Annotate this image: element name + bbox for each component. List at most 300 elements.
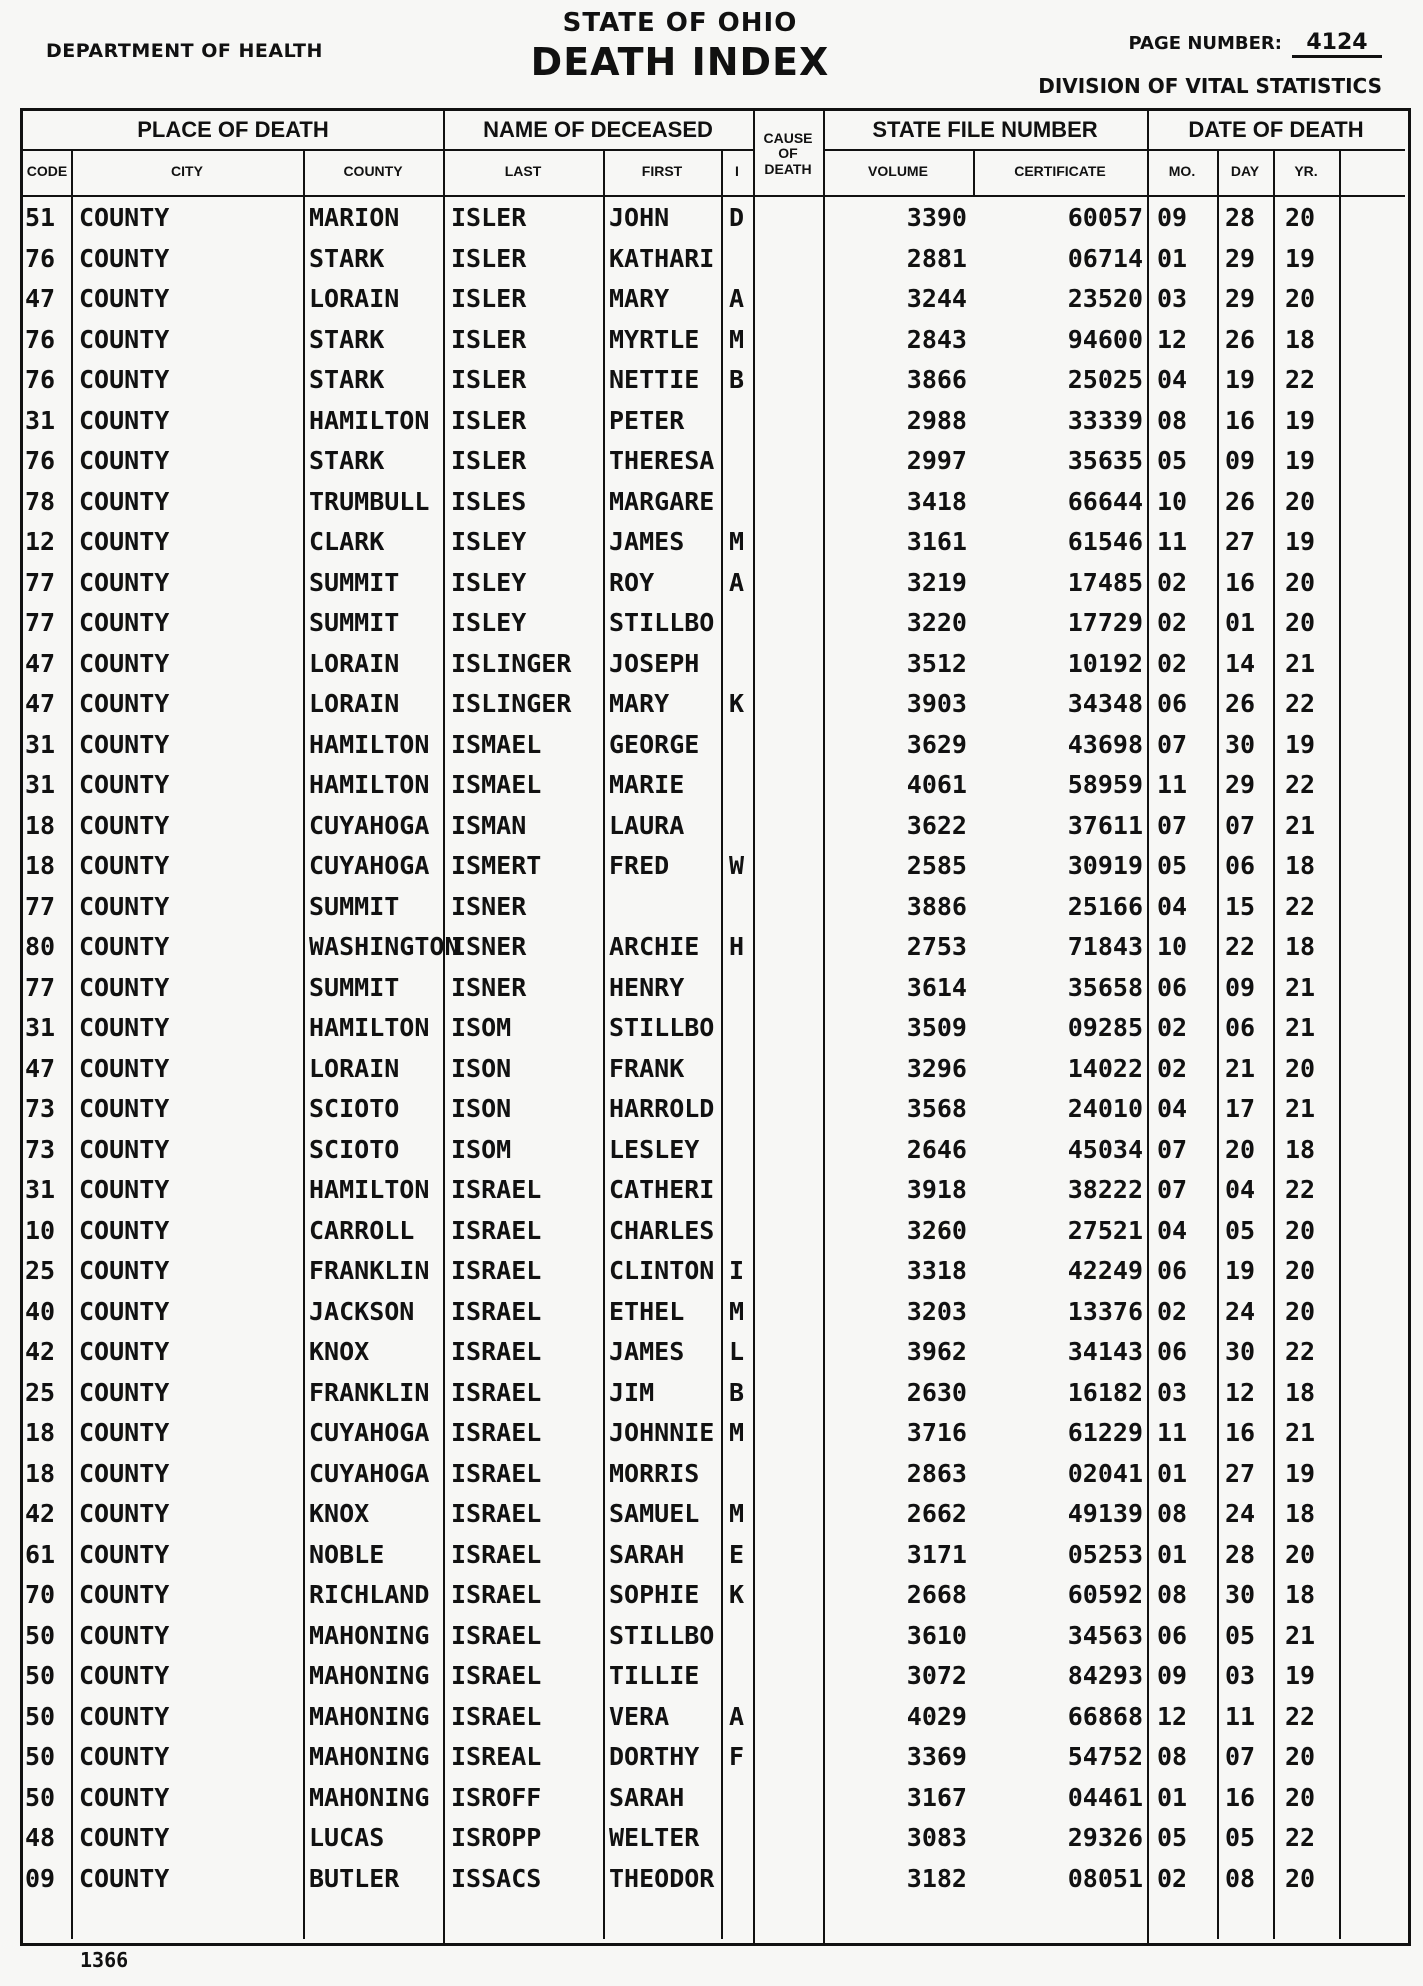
cell-volume: 3886 bbox=[906, 891, 967, 921]
cell-first: ARCHIE bbox=[609, 932, 700, 961]
cell-first: MORRIS bbox=[609, 1458, 700, 1488]
table-row bbox=[23, 887, 1408, 927]
cell-day: 09 bbox=[1225, 446, 1256, 475]
cell-yr: 21 bbox=[1285, 1418, 1316, 1447]
cell-volume: 2881 bbox=[906, 243, 967, 273]
cell-day: 19 bbox=[1225, 365, 1256, 394]
cell-day: 16 bbox=[1225, 1418, 1256, 1447]
cell-yr: 20 bbox=[1285, 1053, 1316, 1083]
divider bbox=[721, 149, 723, 1939]
cell-day: 07 bbox=[1225, 810, 1256, 840]
cell-county: LORAIN bbox=[309, 689, 400, 718]
cell-yr: 20 bbox=[1285, 1742, 1316, 1771]
cell-volume: 3220 bbox=[906, 608, 967, 637]
cell-mo: 07 bbox=[1157, 729, 1188, 759]
cell-last: ISLES bbox=[451, 486, 527, 516]
cell-yr: 19 bbox=[1285, 1458, 1316, 1488]
cell-last: ISLER bbox=[451, 405, 527, 435]
cell-volume: 2863 bbox=[906, 1458, 967, 1488]
table-row bbox=[23, 1008, 1408, 1048]
table-row bbox=[23, 401, 1408, 441]
cell-day: 06 bbox=[1225, 1013, 1256, 1042]
cell-last: ISROPP bbox=[451, 1823, 542, 1852]
cell-certificate: 13376 bbox=[1067, 1296, 1143, 1326]
index-table bbox=[20, 108, 1411, 1946]
cell-first: SOPHIE bbox=[609, 1580, 700, 1609]
cell-code: 12 bbox=[25, 527, 56, 556]
cell-mo: 02 bbox=[1157, 648, 1188, 678]
year-header: YR. bbox=[1294, 163, 1318, 179]
cell-volume: 2753 bbox=[906, 932, 967, 961]
page-number-value: 4124 bbox=[1292, 30, 1382, 58]
table-row bbox=[23, 279, 1408, 319]
cell-certificate: 37611 bbox=[1067, 810, 1143, 840]
cell-first: ETHEL bbox=[609, 1296, 685, 1326]
cell-city: COUNTY bbox=[79, 1053, 170, 1083]
cell-city: COUNTY bbox=[79, 243, 170, 273]
cell-day: 29 bbox=[1225, 243, 1256, 273]
cell-yr: 20 bbox=[1285, 1256, 1316, 1285]
cell-county: SCIOTO bbox=[309, 1094, 400, 1123]
cell-code: 50 bbox=[25, 1620, 56, 1650]
cell-yr: 22 bbox=[1285, 365, 1316, 394]
cell-certificate: 45034 bbox=[1067, 1134, 1143, 1164]
cell-mo: 03 bbox=[1157, 1377, 1188, 1407]
cell-day: 21 bbox=[1225, 1053, 1256, 1083]
cell-yr: 19 bbox=[1285, 446, 1316, 475]
cell-first: SAMUEL bbox=[609, 1499, 700, 1528]
cell-day: 06 bbox=[1225, 851, 1256, 880]
cell-volume: 2662 bbox=[906, 1499, 967, 1528]
cell-county: STARK bbox=[309, 446, 385, 475]
cell-mo: 08 bbox=[1157, 405, 1188, 435]
table-row bbox=[23, 968, 1408, 1008]
cell-volume: 3568 bbox=[906, 1094, 967, 1123]
cell-first: NETTIE bbox=[609, 365, 700, 394]
name-of-deceased-header: NAME OF DECEASED bbox=[483, 117, 713, 142]
cell-certificate: 60057 bbox=[1067, 203, 1143, 232]
last-name-header: LAST bbox=[504, 163, 542, 179]
cell-mo: 05 bbox=[1157, 1823, 1188, 1852]
cell-city: COUNTY bbox=[79, 1620, 170, 1650]
cell-code: 80 bbox=[25, 932, 56, 961]
cell-yr: 22 bbox=[1285, 1823, 1316, 1852]
cell-city: COUNTY bbox=[79, 810, 170, 840]
cell-last: ISRAEL bbox=[451, 1296, 542, 1326]
table-row bbox=[23, 1130, 1408, 1170]
cell-mo: 09 bbox=[1157, 203, 1188, 232]
cell-code: 42 bbox=[25, 1499, 56, 1528]
cell-city: COUNTY bbox=[79, 1256, 170, 1285]
cell-last: ISON bbox=[451, 1053, 512, 1083]
cell-county: KNOX bbox=[309, 1499, 370, 1528]
divider bbox=[443, 111, 445, 1943]
cell-mo: 01 bbox=[1157, 1458, 1188, 1488]
cell-day: 28 bbox=[1225, 1539, 1256, 1569]
cell-volume: 3167 bbox=[906, 1782, 967, 1812]
cell-yr: 20 bbox=[1285, 1296, 1316, 1326]
cell-certificate: 17729 bbox=[1067, 608, 1143, 637]
cell-yr: 20 bbox=[1285, 1782, 1316, 1812]
cell-first: LESLEY bbox=[609, 1134, 700, 1164]
cell-i: A bbox=[729, 284, 745, 313]
cell-first: PETER bbox=[609, 405, 685, 435]
cell-city: COUNTY bbox=[79, 1094, 170, 1123]
state-file-number-header: STATE FILE NUMBER bbox=[872, 117, 1098, 142]
cell-last: ISNER bbox=[451, 891, 527, 921]
cell-certificate: 16182 bbox=[1067, 1377, 1143, 1407]
cell-first: THERESA bbox=[609, 446, 715, 475]
cell-code: 77 bbox=[25, 972, 56, 1002]
cell-mo: 08 bbox=[1157, 1499, 1188, 1528]
cell-city: COUNTY bbox=[79, 770, 170, 799]
table-row bbox=[23, 1332, 1408, 1372]
cell-yr: 22 bbox=[1285, 1337, 1316, 1366]
cell-certificate: 34563 bbox=[1067, 1620, 1143, 1650]
cell-county: KNOX bbox=[309, 1337, 370, 1366]
cell-last: ISMERT bbox=[451, 851, 542, 880]
cell-last: ISMAN bbox=[451, 810, 527, 840]
cell-volume: 3244 bbox=[906, 284, 967, 313]
cell-mo: 05 bbox=[1157, 446, 1188, 475]
cell-yr: 20 bbox=[1285, 284, 1316, 313]
cell-mo: 06 bbox=[1157, 689, 1188, 718]
cell-city: COUNTY bbox=[79, 1863, 170, 1893]
cell-county: CUYAHOGA bbox=[309, 1458, 430, 1488]
cause-of-death-header: CAUSE OF DEATH bbox=[763, 130, 813, 177]
cell-volume: 3509 bbox=[906, 1013, 967, 1042]
cell-code: 47 bbox=[25, 648, 56, 678]
header-rule bbox=[23, 149, 443, 151]
divider bbox=[753, 111, 755, 1943]
cell-first: LAURA bbox=[609, 810, 685, 840]
cell-certificate: 27521 bbox=[1067, 1215, 1143, 1245]
cell-volume: 3260 bbox=[906, 1215, 967, 1245]
cell-volume: 2988 bbox=[906, 405, 967, 435]
cell-code: 10 bbox=[25, 1215, 56, 1245]
cell-i: I bbox=[729, 1256, 745, 1285]
cell-yr: 18 bbox=[1285, 324, 1316, 354]
cell-volume: 3182 bbox=[906, 1863, 967, 1893]
cell-certificate: 34348 bbox=[1067, 689, 1143, 718]
divider bbox=[303, 149, 305, 1939]
cell-code: 50 bbox=[25, 1782, 56, 1812]
cell-code: 77 bbox=[25, 567, 56, 597]
divider bbox=[1217, 149, 1219, 1939]
cell-first: GEORGE bbox=[609, 729, 700, 759]
cell-county: SUMMIT bbox=[309, 891, 400, 921]
cell-county: MAHONING bbox=[309, 1782, 430, 1812]
cell-city: COUNTY bbox=[79, 324, 170, 354]
cell-code: 50 bbox=[25, 1701, 56, 1731]
cell-city: COUNTY bbox=[79, 972, 170, 1002]
cell-last: ISMAEL bbox=[451, 729, 542, 759]
header-center bbox=[500, 8, 860, 84]
cell-volume: 2585 bbox=[906, 851, 967, 880]
cell-yr: 21 bbox=[1285, 972, 1316, 1002]
table-row bbox=[23, 360, 1408, 400]
cell-last: ISRAEL bbox=[451, 1418, 542, 1447]
cell-certificate: 06714 bbox=[1067, 243, 1143, 273]
cell-day: 30 bbox=[1225, 729, 1256, 759]
cell-i: M bbox=[729, 324, 745, 354]
cell-certificate: 61229 bbox=[1067, 1418, 1143, 1447]
cell-code: 40 bbox=[25, 1296, 56, 1326]
cell-mo: 06 bbox=[1157, 1256, 1188, 1285]
table-row bbox=[23, 1170, 1408, 1210]
cell-certificate: 05253 bbox=[1067, 1539, 1143, 1569]
divider bbox=[1339, 149, 1341, 1939]
cell-volume: 3083 bbox=[906, 1823, 967, 1852]
cell-first: HARROLD bbox=[609, 1094, 715, 1123]
cell-county: CARROLL bbox=[309, 1215, 415, 1245]
cell-volume: 3171 bbox=[906, 1539, 967, 1569]
place-of-death-header: PLACE OF DEATH bbox=[137, 117, 329, 142]
cell-volume: 3903 bbox=[906, 689, 967, 718]
cell-volume: 3161 bbox=[906, 527, 967, 556]
cell-i: M bbox=[729, 1499, 745, 1528]
cell-yr: 19 bbox=[1285, 1661, 1316, 1690]
cell-certificate: 66868 bbox=[1067, 1701, 1143, 1731]
cell-county: HAMILTON bbox=[309, 770, 430, 799]
cell-first: JIM bbox=[609, 1377, 655, 1407]
cell-last: ISLEY bbox=[451, 527, 527, 556]
cell-volume: 3918 bbox=[906, 1175, 967, 1204]
cell-first: CATHERI bbox=[609, 1175, 715, 1204]
cell-first: MARY bbox=[609, 284, 670, 313]
cell-yr: 20 bbox=[1285, 608, 1316, 637]
cell-first: FRED bbox=[609, 851, 670, 880]
cell-first: WELTER bbox=[609, 1823, 700, 1852]
cell-code: 48 bbox=[25, 1823, 56, 1852]
cell-yr: 21 bbox=[1285, 1013, 1316, 1042]
cell-city: COUNTY bbox=[79, 932, 170, 961]
table-row bbox=[23, 1292, 1408, 1332]
cell-mo: 08 bbox=[1157, 1580, 1188, 1609]
cell-volume: 3318 bbox=[906, 1256, 967, 1285]
cell-last: ISLER bbox=[451, 324, 527, 354]
cell-day: 15 bbox=[1225, 891, 1256, 921]
cell-yr: 20 bbox=[1285, 203, 1316, 232]
page-title: DEATH INDEX bbox=[530, 40, 830, 84]
county-header: COUNTY bbox=[343, 163, 403, 179]
cell-mo: 12 bbox=[1157, 1701, 1188, 1731]
cell-yr: 21 bbox=[1285, 648, 1316, 678]
table-row bbox=[23, 806, 1408, 846]
cell-code: 42 bbox=[25, 1337, 56, 1366]
table-row bbox=[23, 927, 1408, 967]
cell-city: COUNTY bbox=[79, 284, 170, 313]
cell-code: 18 bbox=[25, 1458, 56, 1488]
day-header: DAY bbox=[1230, 163, 1260, 179]
table-row bbox=[23, 1656, 1408, 1696]
cell-code: 50 bbox=[25, 1661, 56, 1690]
cell-city: COUNTY bbox=[79, 1134, 170, 1164]
table-row bbox=[23, 1616, 1408, 1656]
cell-code: 09 bbox=[25, 1863, 56, 1893]
cell-county: HAMILTON bbox=[309, 1175, 430, 1204]
cell-certificate: 66644 bbox=[1067, 486, 1143, 516]
cell-certificate: 24010 bbox=[1067, 1094, 1143, 1123]
table-row bbox=[23, 320, 1408, 360]
cell-yr: 21 bbox=[1285, 1094, 1316, 1123]
cell-mo: 01 bbox=[1157, 1539, 1188, 1569]
cell-county: FRANKLIN bbox=[309, 1256, 430, 1285]
cell-day: 14 bbox=[1225, 648, 1256, 678]
cell-last: ISRAEL bbox=[451, 1377, 542, 1407]
cell-first: JOHNNIE bbox=[609, 1418, 715, 1447]
cell-first: JOSEPH bbox=[609, 648, 700, 678]
cell-county: TRUMBULL bbox=[309, 486, 430, 516]
cell-county: LORAIN bbox=[309, 284, 400, 313]
cell-certificate: 61546 bbox=[1067, 527, 1143, 556]
cell-county: MAHONING bbox=[309, 1742, 430, 1771]
table-row bbox=[23, 725, 1408, 765]
table-row bbox=[23, 198, 1408, 238]
cell-day: 27 bbox=[1225, 1458, 1256, 1488]
cell-city: COUNTY bbox=[79, 486, 170, 516]
cell-city: COUNTY bbox=[79, 1580, 170, 1609]
cell-mo: 11 bbox=[1157, 1418, 1188, 1447]
cell-i: L bbox=[729, 1337, 745, 1366]
cell-county: SUMMIT bbox=[309, 972, 400, 1002]
initial-header: I bbox=[735, 163, 739, 179]
table-row bbox=[23, 1778, 1408, 1818]
cell-mo: 04 bbox=[1157, 1094, 1188, 1123]
cell-city: COUNTY bbox=[79, 1458, 170, 1488]
cell-certificate: 09285 bbox=[1067, 1013, 1143, 1042]
cell-code: 31 bbox=[25, 1013, 56, 1042]
cell-city: COUNTY bbox=[79, 365, 170, 394]
cell-yr: 20 bbox=[1285, 486, 1316, 516]
cell-volume: 3614 bbox=[906, 972, 967, 1002]
cell-county: STARK bbox=[309, 243, 385, 273]
volume-header: VOLUME bbox=[868, 163, 928, 179]
cell-day: 17 bbox=[1225, 1094, 1256, 1123]
cell-last: ISRAEL bbox=[451, 1701, 542, 1731]
cell-day: 28 bbox=[1225, 203, 1256, 232]
cell-i: H bbox=[729, 932, 745, 961]
divider bbox=[1273, 149, 1275, 1939]
cell-first: HENRY bbox=[609, 972, 685, 1002]
cell-day: 26 bbox=[1225, 486, 1256, 516]
table-row bbox=[23, 684, 1408, 724]
department-label: DEPARTMENT OF HEALTH bbox=[46, 40, 323, 62]
cell-mo: 12 bbox=[1157, 324, 1188, 354]
cell-yr: 22 bbox=[1285, 891, 1316, 921]
cell-i: K bbox=[729, 1580, 745, 1609]
cell-yr: 20 bbox=[1285, 1863, 1316, 1893]
cell-day: 24 bbox=[1225, 1499, 1256, 1528]
cell-volume: 3418 bbox=[906, 486, 967, 516]
cell-first: MARY bbox=[609, 689, 670, 718]
cell-city: COUNTY bbox=[79, 1661, 170, 1690]
cell-mo: 11 bbox=[1157, 770, 1188, 799]
cell-yr: 22 bbox=[1285, 689, 1316, 718]
cell-code: 47 bbox=[25, 284, 56, 313]
cell-mo: 01 bbox=[1157, 1782, 1188, 1812]
cell-yr: 18 bbox=[1285, 932, 1316, 961]
cell-first: FRANK bbox=[609, 1053, 685, 1083]
cell-county: SUMMIT bbox=[309, 567, 400, 597]
cell-county: HAMILTON bbox=[309, 1013, 430, 1042]
cell-mo: 04 bbox=[1157, 365, 1188, 394]
cell-code: 77 bbox=[25, 891, 56, 921]
page-number-label: PAGE NUMBER: bbox=[1128, 33, 1282, 54]
code-header: CODE bbox=[26, 163, 68, 179]
cell-first: TILLIE bbox=[609, 1661, 700, 1690]
cell-mo: 02 bbox=[1157, 1296, 1188, 1326]
cell-yr: 18 bbox=[1285, 1377, 1316, 1407]
table-row bbox=[23, 1251, 1408, 1291]
cell-i: K bbox=[729, 689, 745, 718]
cell-volume: 2997 bbox=[906, 446, 967, 475]
cell-volume: 4029 bbox=[906, 1701, 967, 1731]
cell-mo: 11 bbox=[1157, 527, 1188, 556]
cell-last: ISLINGER bbox=[451, 648, 572, 678]
header-rule bbox=[443, 149, 753, 151]
cell-last: ISROFF bbox=[451, 1782, 542, 1812]
cell-volume: 2668 bbox=[906, 1580, 967, 1609]
divider bbox=[973, 149, 975, 195]
cell-last: ISRAEL bbox=[451, 1539, 542, 1569]
cell-yr: 20 bbox=[1285, 1215, 1316, 1245]
cell-day: 16 bbox=[1225, 405, 1256, 435]
cell-county: JACKSON bbox=[309, 1296, 415, 1326]
cell-day: 12 bbox=[1225, 1377, 1256, 1407]
date-of-death-header: DATE OF DEATH bbox=[1188, 117, 1364, 142]
cell-day: 07 bbox=[1225, 1742, 1256, 1771]
cell-city: COUNTY bbox=[79, 1539, 170, 1569]
cell-mo: 04 bbox=[1157, 1215, 1188, 1245]
cell-certificate: 54752 bbox=[1067, 1742, 1143, 1771]
first-name-header: FIRST bbox=[641, 163, 683, 179]
cell-certificate: 10192 bbox=[1067, 648, 1143, 678]
table-row bbox=[23, 1535, 1408, 1575]
cell-code: 70 bbox=[25, 1580, 56, 1609]
cell-county: LUCAS bbox=[309, 1823, 385, 1852]
state-label: STATE OF OHIO bbox=[562, 8, 798, 38]
cell-certificate: 34143 bbox=[1067, 1337, 1143, 1366]
cell-day: 29 bbox=[1225, 770, 1256, 799]
cell-first: VERA bbox=[609, 1701, 670, 1731]
cell-code: 31 bbox=[25, 405, 56, 435]
cell-city: COUNTY bbox=[79, 608, 170, 637]
cell-county: SUMMIT bbox=[309, 608, 400, 637]
cell-yr: 22 bbox=[1285, 1701, 1316, 1731]
cell-first: SARAH bbox=[609, 1782, 685, 1812]
cell-last: ISNER bbox=[451, 972, 527, 1002]
table-row bbox=[23, 603, 1408, 643]
cell-mo: 02 bbox=[1157, 567, 1188, 597]
city-header: CITY bbox=[171, 163, 203, 179]
cell-last: ISRAEL bbox=[451, 1458, 542, 1488]
table-row bbox=[23, 1049, 1408, 1089]
cell-county: MAHONING bbox=[309, 1701, 430, 1731]
cell-day: 27 bbox=[1225, 527, 1256, 556]
cell-mo: 03 bbox=[1157, 284, 1188, 313]
cell-mo: 10 bbox=[1157, 932, 1188, 961]
cell-certificate: 38222 bbox=[1067, 1175, 1143, 1204]
cell-i: A bbox=[729, 1701, 745, 1731]
cell-city: COUNTY bbox=[79, 1013, 170, 1042]
cell-county: MAHONING bbox=[309, 1620, 430, 1650]
cell-yr: 22 bbox=[1285, 1175, 1316, 1204]
cell-day: 26 bbox=[1225, 689, 1256, 718]
cell-last: ISRAEL bbox=[451, 1580, 542, 1609]
cell-yr: 20 bbox=[1285, 567, 1316, 597]
cell-certificate: 60592 bbox=[1067, 1580, 1143, 1609]
